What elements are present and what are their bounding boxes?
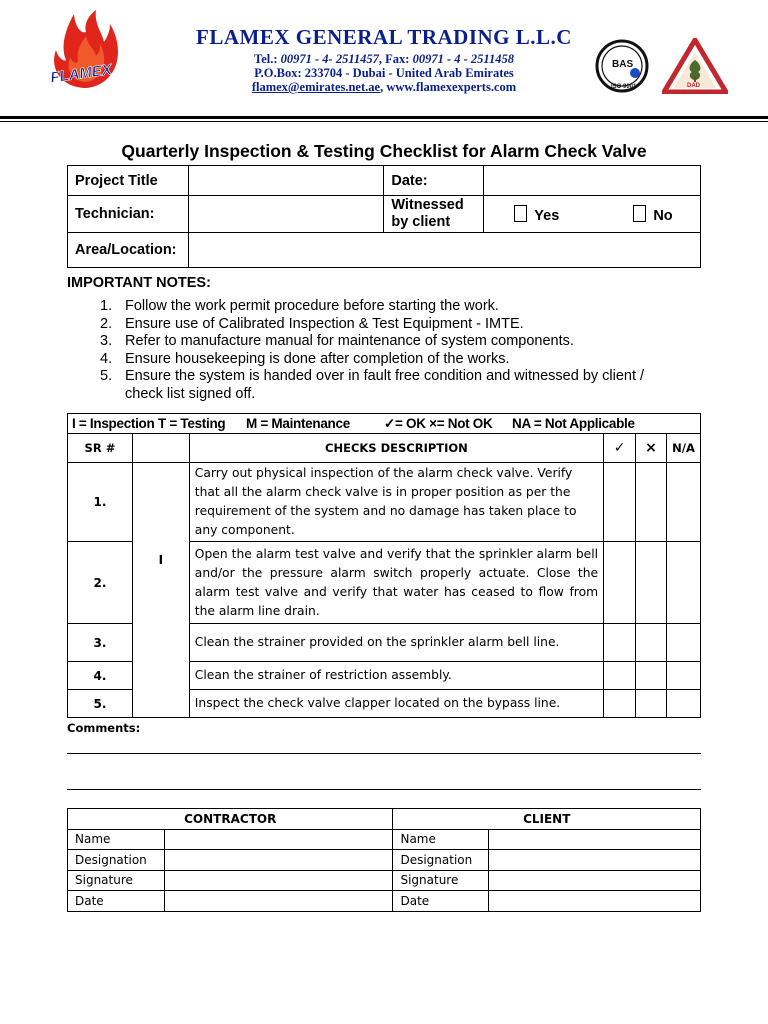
row-sr: 4.	[68, 662, 133, 690]
na-cell[interactable]	[666, 542, 700, 624]
bas-text: BAS	[612, 59, 634, 70]
ok-cell[interactable]	[604, 463, 636, 542]
contact-pobox: P.O.Box: 233704 - Dubai - United Arab Emirates	[254, 66, 514, 80]
legend-row	[68, 414, 701, 434]
dad-text: DAD	[687, 83, 700, 89]
date-label: Date:	[384, 166, 484, 196]
na-cell[interactable]	[666, 662, 700, 690]
client-date-label: Date	[393, 891, 489, 912]
na-cell[interactable]	[666, 624, 700, 662]
client-heading: CLIENT	[393, 809, 701, 830]
na-cell[interactable]	[666, 690, 700, 718]
legend-na: NA = Not Applicable	[512, 415, 635, 431]
no-checkbox[interactable]	[633, 205, 646, 222]
row-desc: Carry out physical inspection of the alarm check valve. Verify that all the alarm check valve is in proper position as per the requirement of the system and no damage has taken place to any component.	[189, 463, 603, 542]
witnessed-label: Witnessed by client	[384, 196, 484, 233]
header-rule-thin	[0, 121, 768, 122]
iso-text: ISO 9001	[611, 84, 637, 90]
notok-cell[interactable]	[636, 690, 667, 718]
contractor-name-field[interactable]	[164, 829, 393, 850]
row-sr: 2.	[68, 542, 133, 624]
contractor-date-label: Date	[68, 891, 165, 912]
notes-heading: IMPORTANT NOTES:	[67, 275, 211, 291]
note-item: 3. Refer to manufacture manual for maintenance of system components.	[100, 333, 574, 349]
legend-inspection: I = Inspection	[72, 415, 155, 431]
note-item: 2. Ensure use of Calibrated Inspection & Test Equipment - IMTE.	[100, 315, 524, 332]
contractor-heading: CONTRACTOR	[68, 809, 393, 830]
contact-email-web	[100, 80, 668, 95]
tel-number: 00971 - 4- 2511457	[280, 52, 379, 66]
signoff-table	[67, 808, 701, 912]
legend-testing: T = Testing	[158, 415, 226, 431]
company-name: FLAMEX GENERAL TRADING L.L.C	[196, 25, 572, 49]
col-ok: ✓	[604, 434, 636, 463]
contractor-signature-field[interactable]	[164, 870, 393, 891]
comments-label: Comments:	[67, 721, 141, 735]
project-title-field[interactable]	[188, 166, 383, 196]
row-desc: Open the alarm test valve and verify that the sprinkler alarm bell and/or the pressure alarm switch properly actuate. Close the alarm test valve and verify that water has ceased to flow from the alarm line drain.	[189, 542, 603, 624]
notok-cell[interactable]	[636, 662, 667, 690]
technician-label: Technician:	[68, 196, 189, 233]
page-title: Quarterly Inspection & Testing Checklist for Alarm Check Valve	[121, 141, 647, 161]
legend-maintenance: M = Maintenance	[246, 415, 350, 431]
client-signature-label: Signature	[393, 870, 489, 891]
client-designation-label: Designation	[393, 850, 489, 871]
client-designation-field[interactable]	[489, 850, 701, 871]
area-label: Area/Location:	[68, 233, 189, 268]
ok-cell[interactable]	[604, 662, 636, 690]
row-desc: Clean the strainer provided on the sprinkler alarm bell line.	[189, 624, 603, 662]
client-date-field[interactable]	[489, 891, 701, 912]
row-type: I	[132, 463, 189, 718]
row-sr: 3.	[68, 624, 133, 662]
client-signature-field[interactable]	[489, 870, 701, 891]
project-title-label: Project Title	[68, 166, 189, 196]
yes-label: Yes	[534, 207, 560, 224]
ok-cell[interactable]	[604, 624, 636, 662]
project-info-table	[67, 165, 701, 268]
note-item: 1. Follow the work permit procedure before starting the work.	[100, 298, 499, 314]
email-link[interactable]: flamex@emirates.net.ae	[251, 80, 381, 94]
technician-field[interactable]	[188, 196, 383, 233]
col-sr: SR #	[68, 434, 133, 463]
na-cell[interactable]	[666, 463, 700, 542]
client-name-label: Name	[393, 829, 489, 850]
notok-cell[interactable]	[636, 542, 667, 624]
contractor-name-label: Name	[68, 829, 165, 850]
header-rule-thick	[0, 116, 768, 119]
col-notok: ×	[636, 434, 667, 463]
table-row	[68, 463, 701, 542]
bas-iso-logo	[592, 38, 658, 98]
fax-number: 00971 - 4 - 2511458	[412, 52, 514, 66]
date-field[interactable]	[484, 166, 701, 196]
notok-cell[interactable]	[636, 624, 667, 662]
contractor-designation-label: Designation	[68, 850, 165, 871]
contractor-signature-label: Signature	[68, 870, 165, 891]
legend-ok-notok: ✓= OK ×= Not OK	[384, 415, 493, 431]
tel-label: Tel.:	[254, 52, 281, 66]
yes-checkbox[interactable]	[514, 205, 527, 222]
area-field[interactable]	[188, 233, 700, 268]
contractor-date-field[interactable]	[164, 891, 393, 912]
client-name-field[interactable]	[489, 829, 701, 850]
notok-cell[interactable]	[636, 463, 667, 542]
col-na: N/A	[666, 434, 700, 463]
ok-cell[interactable]	[604, 690, 636, 718]
table-header	[68, 434, 701, 463]
note-item: 4. Ensure housekeeping is done after completion of the works.	[100, 350, 510, 367]
website-text: , www.flamexexperts.com	[380, 80, 517, 94]
row-desc: Inspect the check valve clapper located on the bypass line.	[189, 690, 603, 718]
note-item: 5. Ensure the system is handed over in fault free condition and witnessed by client / check list signed off.	[100, 368, 645, 402]
comment-line[interactable]	[67, 789, 701, 790]
row-sr: 1.	[68, 463, 133, 542]
row-desc: Clean the strainer of restriction assembly.	[189, 662, 603, 690]
checks-table	[67, 413, 701, 718]
witnessed-options	[484, 196, 701, 233]
logo-wordmark: FLAMEX	[49, 61, 113, 87]
dad-logo	[662, 38, 728, 94]
notes-list	[100, 298, 700, 403]
ok-cell[interactable]	[604, 542, 636, 624]
no-label: No	[653, 207, 673, 224]
comment-line[interactable]	[67, 753, 701, 754]
col-type	[132, 434, 189, 463]
col-desc: CHECKS DESCRIPTION	[189, 434, 603, 463]
fax-label: , Fax:	[378, 52, 413, 66]
contractor-designation-field[interactable]	[164, 850, 393, 871]
row-sr: 5.	[68, 690, 133, 718]
contact-phone-fax	[100, 52, 668, 67]
